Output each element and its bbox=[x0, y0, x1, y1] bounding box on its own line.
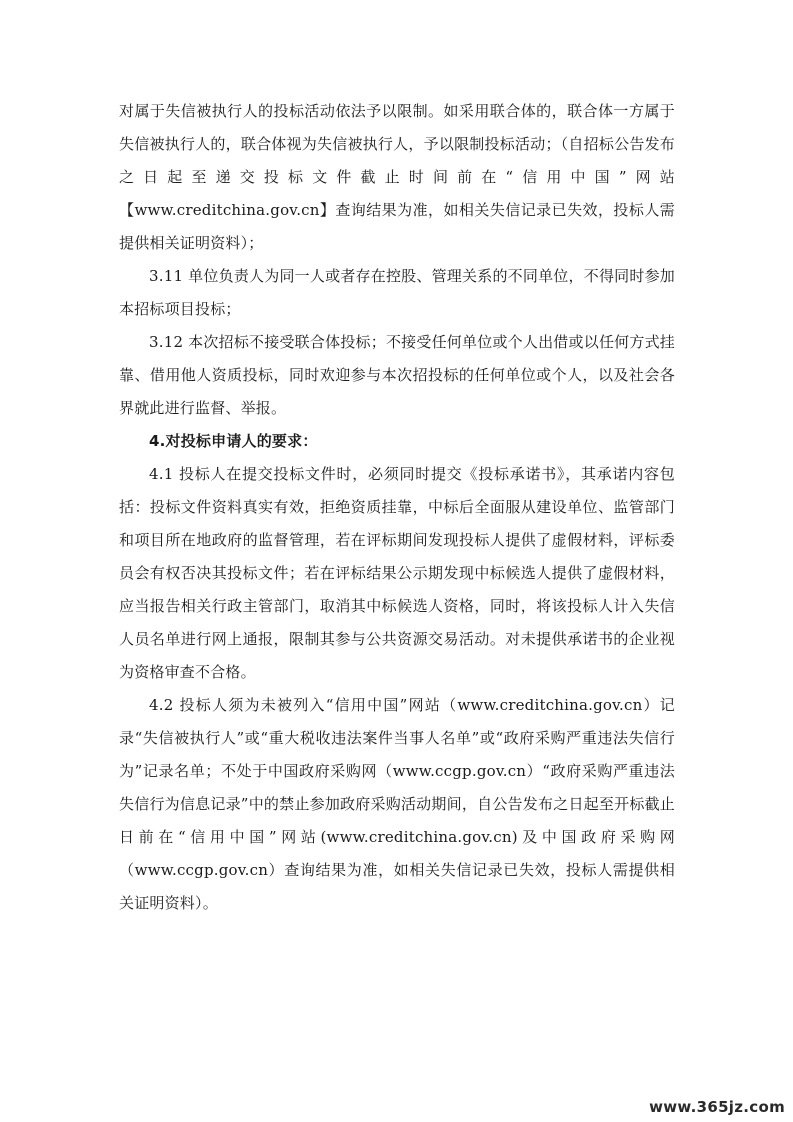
paragraph-4-1: 4.1 投标人在提交投标文件时，必须同时提交《投标承诺书》，其承诺内容包括：投标文件资料真实有效，拒绝资质挂靠，中标后全面服从建设单位、监管部门和项目所在地政府的监督管理，若在评标期间发现投标人提供了虚假材料，评标委员会有权否决其投标文件；若在评标结果公示期发现中标候选人提供了虚假材料，应当报告相关行政主管部门，取消其中标候选人资格，同时，将该投标人计入失信人员名单进行网上通报，限制其参与公共资源交易活动。对未提供承诺书的企业视为资格审查不合格。 bbox=[119, 465, 675, 681]
section-heading-4: 4.对投标申请人的要求： bbox=[149, 432, 318, 450]
body-text bbox=[119, 95, 675, 920]
paragraph-3-11: 3.11 单位负责人为同一人或者存在控股、管理关系的不同单位，不得同时参加本招标项目投标； bbox=[119, 267, 675, 318]
paragraph-3-12: 3.12 本次招标不接受联合体投标；不接受任何单位或个人出借或以任何方式挂靠、借用他人资质投标，同时欢迎参与本次招投标的任何单位或个人，以及社会各界就此进行监督、举报。 bbox=[119, 333, 675, 417]
paragraph-4-2: 4.2 投标人须为未被列入“信用中国”网站（www.creditchina.gov.cn）记录“失信被执行人”或“重大税收违法案件当事人名单”或“政府采购严重违法失信行为”记录名单；不处于中国政府采购网（www.ccgp.gov.cn）“政府采购严重违法失信行为信息记录”中的禁止参加政府采购活动期间，自公告发布之日起至开标截止日前在“信用中国”网站(www.creditchina.gov.cn)及中国政府采购网（www.ccgp.gov.cn）查询结果为准，如相关失信记录已失效，投标人需提供相关证明资料）。 bbox=[119, 696, 675, 912]
site-watermark: www.365jz.com bbox=[649, 1098, 785, 1116]
paragraph-eligibility-limit: 对属于失信被执行人的投标活动依法予以限制。如采用联合体的，联合体一方属于失信被执行人的，联合体视为失信被执行人，予以限制投标活动；（自招标公告发布之日起至递交投标文件截止时间前在“信用中国”网站【www.creditchina.gov.cn】查询结果为准，如相关失信记录已失效，投标人需提供相关证明资料）； bbox=[119, 102, 675, 252]
